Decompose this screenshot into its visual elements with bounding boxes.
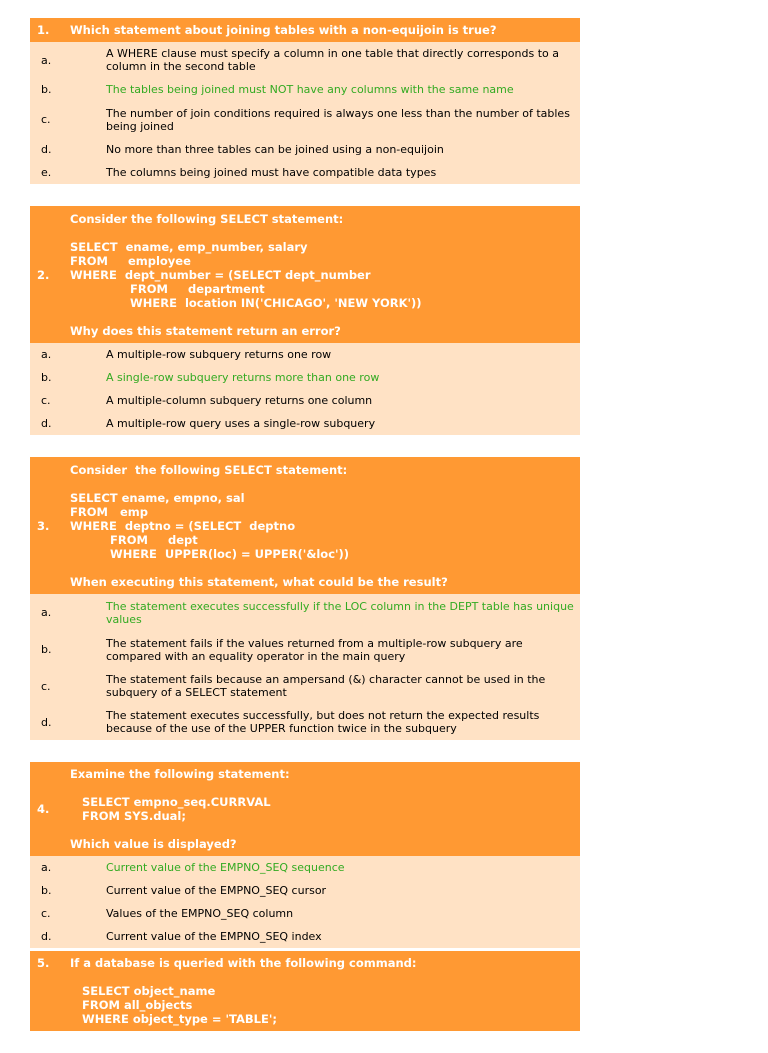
question-prompt: When executing this statement, what could be the result? bbox=[70, 574, 448, 589]
option-letter: a. bbox=[41, 53, 52, 67]
code-line: FROM SYS.dual; bbox=[70, 809, 186, 823]
option-text: Current value of the EMPNO_SEQ sequence bbox=[106, 861, 345, 874]
answer-option[interactable] bbox=[30, 389, 580, 412]
question-intro: Consider the following SELECT statement: bbox=[70, 211, 344, 226]
option-text: A multiple-row subquery returns one row bbox=[106, 348, 332, 361]
question-number: 4. bbox=[37, 802, 50, 816]
question-number: 1. bbox=[37, 23, 50, 37]
question-header bbox=[30, 18, 580, 42]
code-line: SELECT empno_seq.CURRVAL bbox=[70, 795, 271, 809]
code-line: WHERE location IN('CHICAGO', 'NEW YORK')) bbox=[70, 295, 422, 310]
option-text: The columns being joined must have compatible data types bbox=[106, 166, 437, 179]
quiz-list bbox=[30, 18, 580, 1053]
code-line: FROM all_objects bbox=[70, 998, 193, 1012]
answer-option[interactable] bbox=[30, 704, 580, 740]
question-block-1 bbox=[30, 18, 580, 184]
option-letter: d. bbox=[41, 930, 52, 943]
code-line: FROM emp bbox=[70, 504, 148, 519]
question-block-2 bbox=[30, 206, 580, 435]
option-letter: c. bbox=[41, 679, 51, 693]
option-letter: a. bbox=[41, 861, 52, 874]
question-prompt: Why does this statement return an error? bbox=[70, 323, 341, 338]
code-line: WHERE deptno = (SELECT deptno bbox=[70, 518, 296, 533]
answer-option[interactable] bbox=[30, 925, 580, 948]
option-text: The statement fails if the values returned from a multiple-row subquery are compared with an equality operator in the main query bbox=[106, 636, 523, 663]
option-letter: d. bbox=[41, 417, 52, 430]
answer-option-correct[interactable] bbox=[30, 366, 580, 389]
option-text: A multiple-row query uses a single-row subquery bbox=[106, 417, 376, 430]
answer-option[interactable] bbox=[30, 138, 580, 161]
option-text: A multiple-column subquery returns one column bbox=[106, 394, 373, 407]
option-text: The tables being joined must NOT have any columns with the same name bbox=[106, 83, 514, 96]
answer-option[interactable] bbox=[30, 161, 580, 184]
answer-option[interactable] bbox=[30, 343, 580, 366]
option-letter: b. bbox=[41, 371, 52, 384]
question-intro: If a database is queried with the following command: bbox=[70, 956, 417, 970]
answer-option[interactable] bbox=[30, 879, 580, 902]
option-letter: a. bbox=[41, 348, 52, 361]
question-header bbox=[30, 951, 580, 1031]
answer-option[interactable] bbox=[30, 668, 580, 704]
option-letter: c. bbox=[41, 907, 51, 920]
option-text: A WHERE clause must specify a column in one table that directly corresponds to a column in the second table bbox=[106, 47, 559, 73]
option-text: Current value of the EMPNO_SEQ index bbox=[106, 930, 322, 943]
code-line: SELECT ename, empno, sal bbox=[70, 490, 245, 505]
option-letter: b. bbox=[41, 884, 52, 897]
code-line: WHERE dept_number = (SELECT dept_number bbox=[70, 267, 371, 282]
question-block-5 bbox=[30, 951, 580, 1031]
question-number: 5. bbox=[37, 956, 50, 970]
answer-option[interactable] bbox=[30, 101, 580, 138]
question-header bbox=[30, 206, 580, 343]
answer-option[interactable] bbox=[30, 902, 580, 925]
option-letter: a. bbox=[41, 606, 52, 619]
question-header bbox=[30, 762, 580, 856]
option-text: The statement fails because an ampersand (&) character cannot be used in the subquery of a SELECT statement bbox=[106, 673, 546, 699]
question-number: 2. bbox=[37, 267, 50, 282]
option-letter: b. bbox=[41, 643, 52, 656]
answer-option[interactable] bbox=[30, 412, 580, 435]
answer-option[interactable] bbox=[30, 631, 580, 668]
option-text: The statement executes successfully, but does not return the expected results because of the use of the UPPER function twice in the subquery bbox=[106, 709, 540, 735]
answer-option-correct[interactable] bbox=[30, 856, 580, 879]
option-text: The number of join conditions required is always one less than the number of tables being joined bbox=[106, 106, 570, 133]
question-number: 3. bbox=[37, 518, 50, 533]
option-letter: b. bbox=[41, 83, 52, 96]
code-line: WHERE UPPER(loc) = UPPER('&loc')) bbox=[70, 546, 350, 561]
option-text: No more than three tables can be joined using a non-equijoin bbox=[106, 143, 444, 156]
question-intro: Consider the following SELECT statement: bbox=[70, 462, 348, 477]
code-line: SELECT object_name bbox=[70, 984, 216, 998]
question-intro: Examine the following statement: bbox=[70, 767, 290, 781]
question-block-4 bbox=[30, 762, 580, 948]
option-letter: c. bbox=[41, 394, 51, 407]
option-text: Current value of the EMPNO_SEQ cursor bbox=[106, 884, 327, 897]
code-line: FROM department bbox=[70, 281, 265, 296]
answer-option-correct[interactable] bbox=[30, 594, 580, 631]
option-text: A single-row subquery returns more than one row bbox=[106, 371, 380, 384]
option-letter: c. bbox=[41, 113, 51, 126]
code-line: SELECT ename, emp_number, salary bbox=[70, 239, 308, 254]
option-text: Values of the EMPNO_SEQ column bbox=[106, 907, 294, 920]
question-block-3 bbox=[30, 457, 580, 740]
code-line: WHERE object_type = 'TABLE'; bbox=[70, 1012, 277, 1026]
answer-option-correct[interactable] bbox=[30, 78, 580, 101]
option-letter: d. bbox=[41, 143, 52, 156]
option-text: The statement executes successfully if the LOC column in the DEPT table has unique values bbox=[106, 599, 574, 626]
answer-option[interactable] bbox=[30, 42, 580, 78]
question-header bbox=[30, 457, 580, 594]
option-letter: e. bbox=[41, 166, 52, 179]
code-line: FROM employee bbox=[70, 253, 191, 268]
option-letter: d. bbox=[41, 715, 52, 729]
code-line: FROM dept bbox=[70, 532, 198, 547]
question-prompt: Which statement about joining tables with a non-equijoin is true? bbox=[70, 23, 497, 37]
question-prompt: Which value is displayed? bbox=[70, 837, 237, 851]
